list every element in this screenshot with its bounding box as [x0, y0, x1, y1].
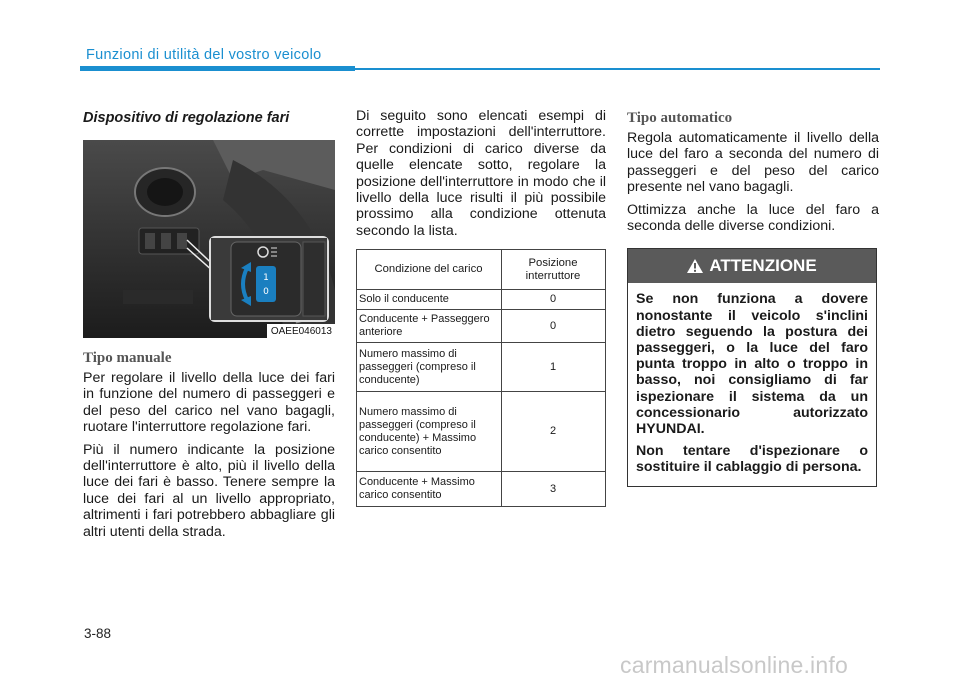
- cell-condition: Numero massimo di passeggeri (compreso il conducente) + Massimo carico consentito: [357, 392, 502, 472]
- svg-text:0: 0: [263, 287, 269, 297]
- header-rule-thick: [80, 66, 355, 71]
- cell-position: 3: [502, 472, 606, 507]
- warning-title: ATTENZIONE: [709, 256, 817, 276]
- warning-header: [628, 249, 876, 283]
- auto-paragraph-2: Ottimizza anche la luce del faro a seconda delle diverse condizioni.: [627, 201, 879, 235]
- header-switch-position: Posizione interruttore: [502, 250, 606, 290]
- cell-condition: Solo il conducente: [357, 290, 502, 310]
- headlamp-leveling-photo: [83, 140, 335, 338]
- cell-position: 2: [502, 392, 606, 472]
- running-header: Funzioni di utilità del vostro veicolo: [86, 47, 322, 63]
- cell-position: 0: [502, 310, 606, 343]
- auto-paragraph-1: Regola automaticamente il livello della luce del faro a seconda del numero di passeggeri e del peso del carico presente nel vano bagagli.: [627, 130, 879, 196]
- section-title: Dispositivo di regolazione fari: [83, 110, 290, 126]
- header-rule-thin: [355, 68, 880, 70]
- cell-position: 1: [502, 343, 606, 392]
- table-row: [357, 392, 606, 472]
- column-middle: [356, 108, 606, 507]
- leveling-switch-illustration: [211, 238, 327, 320]
- auto-type-title: Tipo automatico: [627, 110, 733, 126]
- table-header-row: [357, 250, 606, 290]
- table-row: [357, 290, 606, 310]
- cell-condition: Numero massimo di passeggeri (compreso il conducente): [357, 343, 502, 392]
- load-condition-table: [356, 249, 606, 507]
- switch-closeup-inset: [209, 236, 329, 322]
- table-row: [357, 343, 606, 392]
- warning-body: [636, 291, 868, 475]
- watermark: carmanualsonline.info: [620, 652, 848, 678]
- header-load-condition: Condizione del carico: [357, 250, 502, 290]
- page-number: 3-88: [84, 626, 112, 641]
- cell-condition: Conducente + Passeggero anteriore: [357, 310, 502, 343]
- column-left: [83, 108, 335, 546]
- manual-type-title: Tipo manuale: [83, 350, 172, 366]
- table-intro-paragraph: Di seguito sono elencati esempi di corrette impostazioni dell'interruttore. Per condizioni di carico diverse da quelle elencate sotto, regolare la posizione dell'interruttore in modo che il livello della luce risulti il più possibile prossimo alla condizione ottenuta secondo la lista.: [356, 108, 606, 239]
- warning-box: [627, 248, 877, 486]
- column-right: [627, 108, 879, 487]
- manual-paragraph-1: Per regolare il livello della luce dei fari in funzione del numero di passeggeri e del peso del carico nel vano bagagli, ruotare l'interruttore regolazione fari.: [83, 370, 335, 436]
- svg-text:1: 1: [263, 273, 269, 283]
- table-row: [357, 310, 606, 343]
- warning-paragraph-2: Non tentare d'ispezionare o sostituire il cablaggio di persona.: [636, 443, 868, 476]
- table-row: [357, 472, 606, 507]
- warning-paragraph-1: Se non funziona a dovere nonostante il veicolo s'inclini dietro seguendo la postura dei passeggeri, o la luce del faro punta troppo in alto o troppo in basso, noi consigliamo di far ispezionare il sistema da un concessionario autorizzato HYUNDAI.: [636, 291, 868, 438]
- cell-condition: Conducente + Massimo carico consentito: [357, 472, 502, 507]
- cell-position: 0: [502, 290, 606, 310]
- manual-paragraph-2: Più il numero indicante la posizione dell'interruttore è alto, più il livello della luce dei fari è basso. Tenere sempre la luce dei fari al un livello appropriato, altrimenti i fari potrebbero abbagliare gli altri utenti della strada.: [83, 441, 335, 540]
- figure-code: OAEE046013: [267, 324, 335, 338]
- warning-triangle-icon: [687, 259, 703, 273]
